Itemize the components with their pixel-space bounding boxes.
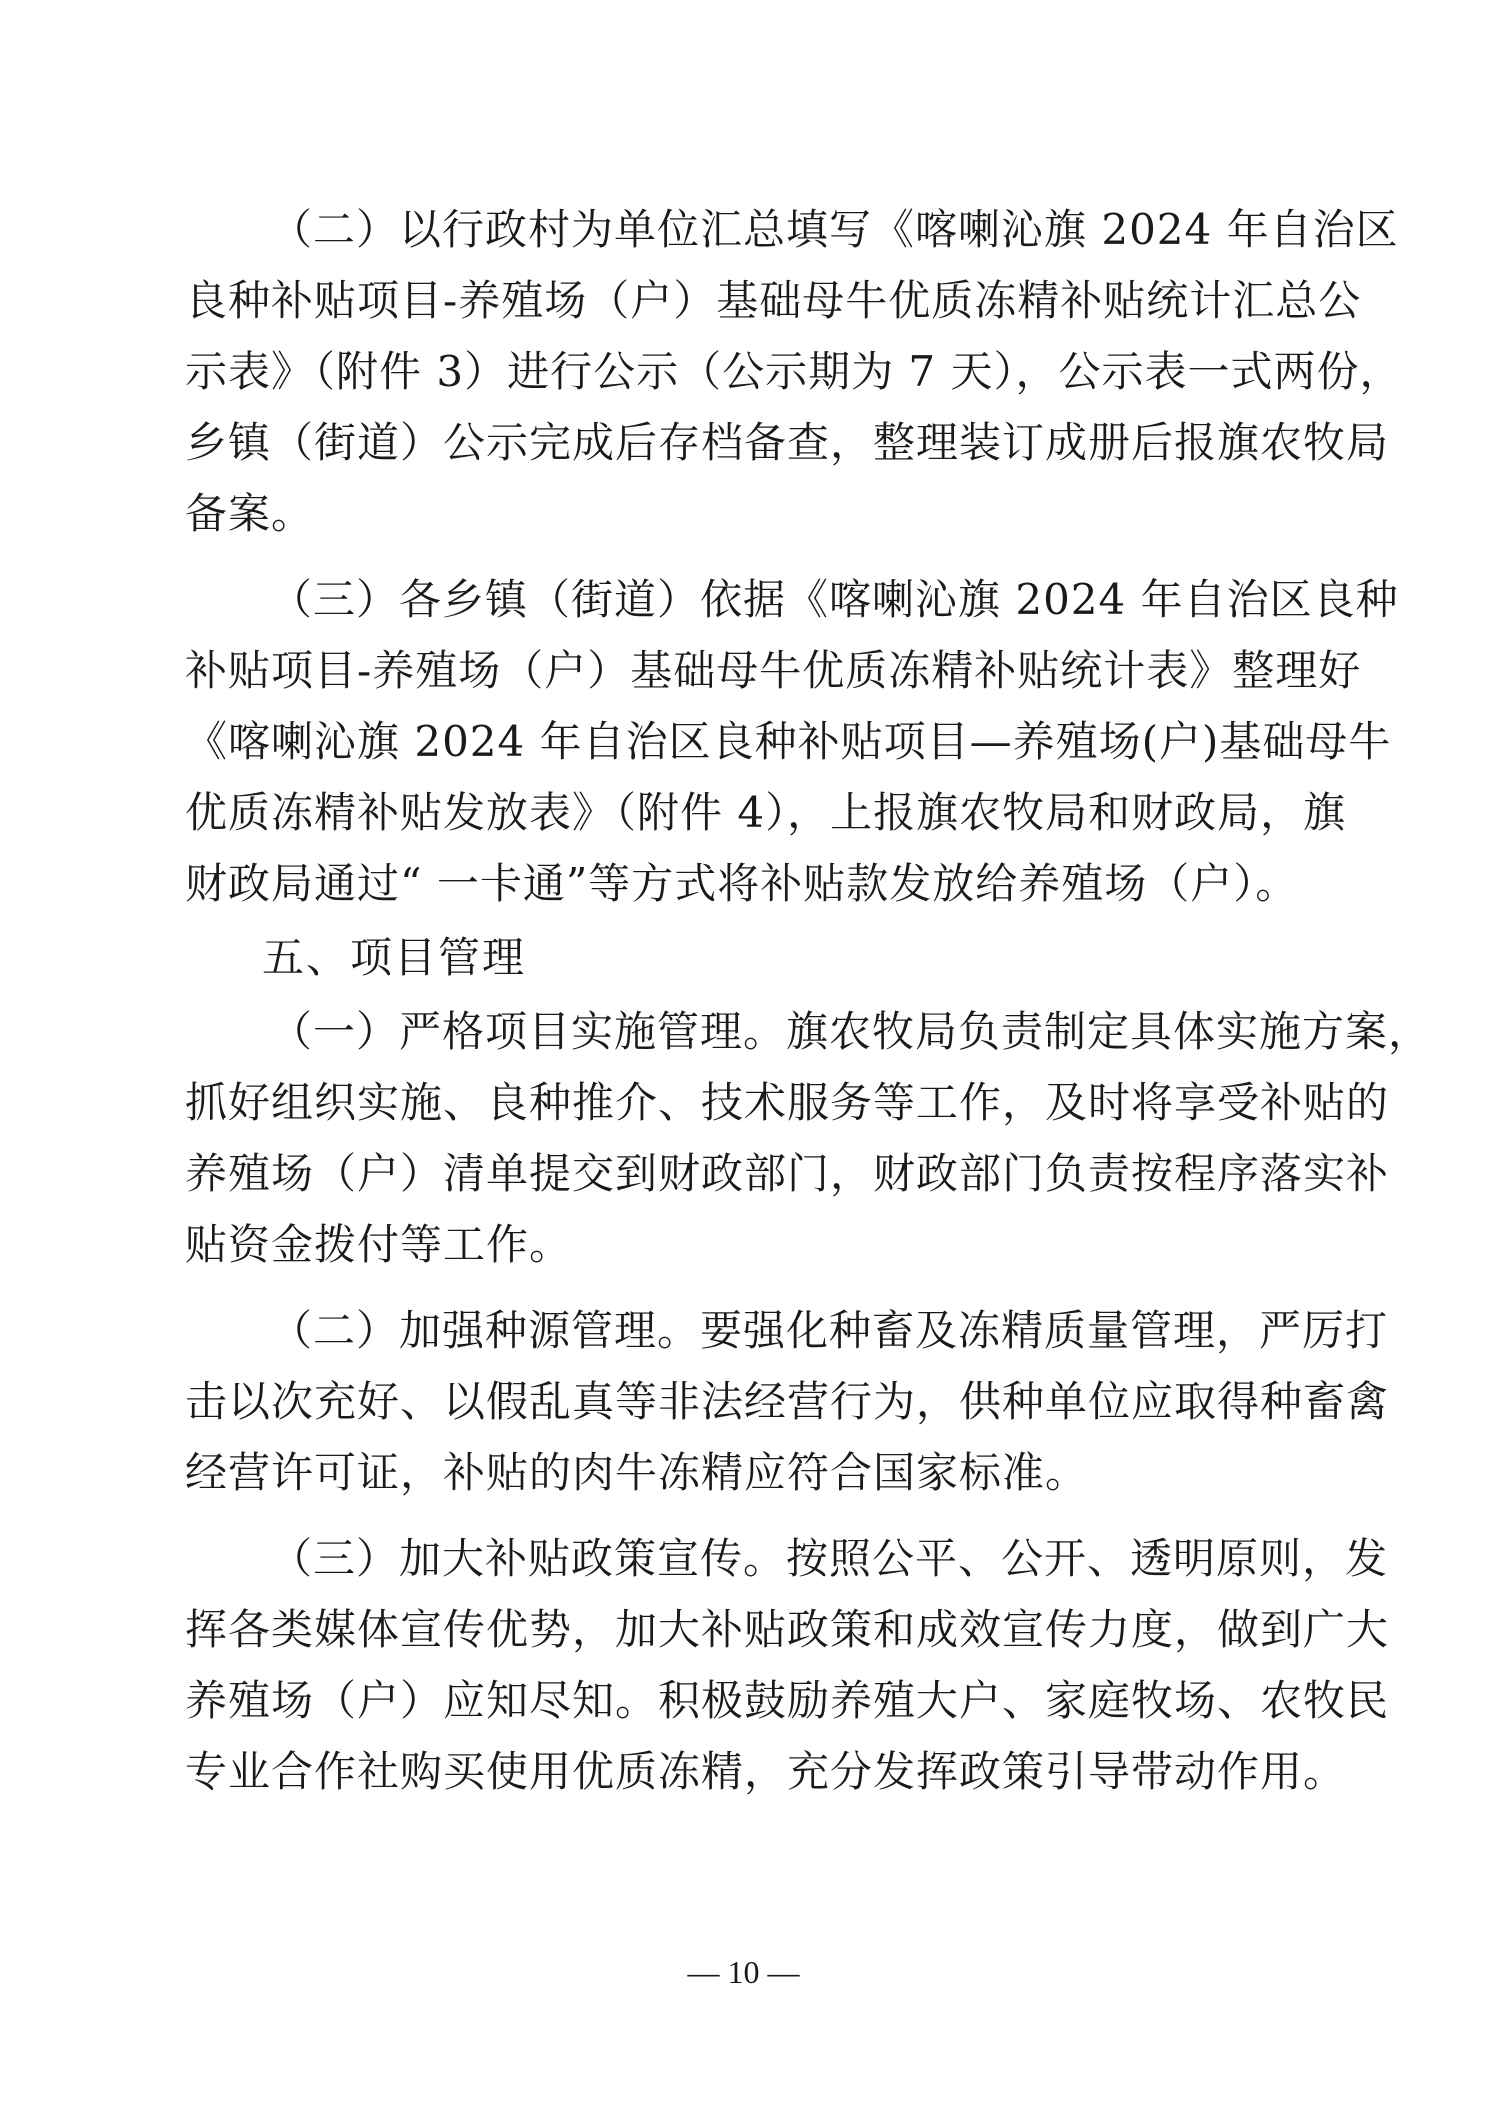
paragraph-line: （三）加大补贴政策宣传。按照公平、公开、透明原则，发 [270,1534,1389,1583]
paragraph-line: （三）各乡镇（街道）依据《喀喇沁旗 2024 年自治区良种 [270,575,1399,624]
paragraph-line: 养殖场（户）清单提交到财政部门，财政部门负责按程序落实补 [185,1149,1390,1198]
paragraph-line: 养殖场（户）应知尽知。积极鼓励养殖大户、家庭牧场、农牧民 [185,1676,1390,1725]
paragraph-line: 备案。 [185,489,315,538]
paragraph-line: 财政局通过“ 一卡通”等方式将补贴款发放给养殖场（户）。 [185,859,1299,908]
paragraph-line: 乡镇（街道）公示完成后存档备查，整理装订成册后报旗农牧局 [185,418,1390,467]
paragraph-line: 示表》（附件 3）进行公示（公示期为 7 天），公示表一式两份， [185,347,1403,396]
paragraph-line: 挥各类媒体宣传优势，加大补贴政策和成效宣传力度，做到广大 [185,1605,1390,1654]
paragraph-line: 贴资金拨付等工作。 [185,1220,573,1269]
paragraph-line: （一）严格项目实施管理。旗农牧局负责制定具体实施方案， [270,1007,1432,1056]
paragraph-line: 击以次充好、以假乱真等非法经营行为，供种单位应取得种畜禽 [185,1377,1390,1426]
page-number: — 10 — [687,1954,800,1990]
paragraph-line: 抓好组织实施、良种推介、技术服务等工作，及时将享受补贴的 [185,1078,1390,1127]
paragraph-line: 专业合作社购买使用优质冻精，充分发挥政策引导带动作用。 [185,1747,1347,1796]
paragraph-line: （二）以行政村为单位汇总填写《喀喇沁旗 2024 年自治区 [270,205,1399,254]
paragraph-line: 经营许可证，补贴的肉牛冻精应符合国家标准。 [185,1448,1089,1497]
paragraph-line: （二）加强种源管理。要强化种畜及冻精质量管理，严厉打 [270,1306,1389,1355]
paragraph-line: 补贴项目-养殖场（户）基础母牛优质冻精补贴统计表》整理好 [185,646,1362,695]
paragraph-line: 《喀喇沁旗 2024 年自治区良种补贴项目—养殖场(户)基础母牛 [185,717,1392,766]
section-heading: 五、项目管理 [262,933,527,982]
paragraph-line: 优质冻精补贴发放表》（附件 4），上报旗农牧局和财政局，旗 [185,788,1347,837]
paragraph-line: 良种补贴项目-养殖场（户）基础母牛优质冻精补贴统计汇总公 [185,276,1362,325]
